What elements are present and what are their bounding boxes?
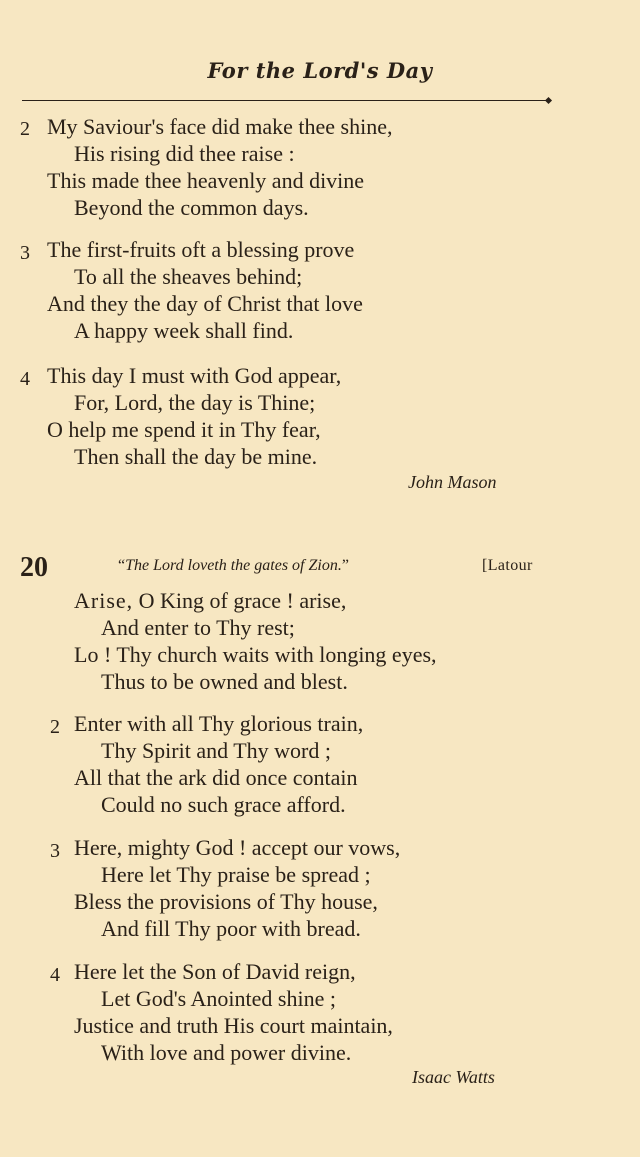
author-name: John Mason <box>408 472 497 492</box>
verse-line: Thus to be owned and blest. <box>101 669 348 694</box>
verse-line: Beyond the common days. <box>74 195 309 220</box>
verse-line: And they the day of Christ that love <box>47 291 363 316</box>
hymn-number: 20 <box>20 552 48 583</box>
verse-line: Justice and truth His court maintain, <box>74 1013 393 1038</box>
stanza-number: 3 <box>20 242 30 264</box>
verse-line: Bless the provisions of Thy house, <box>74 889 378 914</box>
first-word: Arise, <box>74 588 134 613</box>
verse-line: This day I must with God appear, <box>47 363 342 388</box>
author-name: Isaac Watts <box>412 1067 495 1087</box>
tune-name: [Latour <box>482 557 533 574</box>
verse-line: Thy Spirit and Thy word ; <box>101 738 331 763</box>
verse-line: Let God's Anointed shine ; <box>101 986 336 1011</box>
verse-line: Here let the Son of David reign, <box>74 959 356 984</box>
stanza-number: 3 <box>50 840 60 862</box>
verse-line: Here, mighty God ! accept our vows, <box>74 835 401 860</box>
header-rule <box>22 100 546 101</box>
hymn-epigraph: “The Lord loveth the gates of Zion.” <box>118 557 349 574</box>
stanza-number: 4 <box>50 964 60 986</box>
verse-line: Lo ! Thy church waits with longing eyes, <box>74 642 437 667</box>
verse-line: A happy week shall find. <box>74 318 294 343</box>
verse-line: The first-fruits oft a blessing prove <box>47 237 355 262</box>
verse-line: With love and power divine. <box>101 1040 352 1065</box>
verse-line: My Saviour's face did make thee shine, <box>47 114 393 139</box>
verse-line: Then shall the day be mine. <box>74 444 318 469</box>
verse-line: O help me spend it in Thy fear, <box>47 417 321 442</box>
verse-line: And enter to Thy rest; <box>101 615 295 640</box>
verse-line: Enter with all Thy glorious train, <box>74 711 364 736</box>
verse-line: For, Lord, the day is Thine; <box>74 390 316 415</box>
verse-line: And fill Thy poor with bread. <box>101 916 361 941</box>
stanza-number: 2 <box>50 716 60 738</box>
verse-line: His rising did thee raise : <box>74 141 295 166</box>
verse-line: Here let Thy praise be spread ; <box>101 862 371 887</box>
verse-line: Could no such grace afford. <box>101 792 346 817</box>
verse-line: All that the ark did once contain <box>74 765 358 790</box>
verse-line: To all the sheaves behind; <box>74 264 303 289</box>
verse-line: This made thee heavenly and divine <box>47 168 365 193</box>
verse-line: Arise, O King of grace ! arise, <box>74 588 347 613</box>
stanza-number: 4 <box>20 368 30 390</box>
page-header: For the Lord's Day <box>207 58 433 83</box>
stanza-number: 2 <box>20 118 30 140</box>
